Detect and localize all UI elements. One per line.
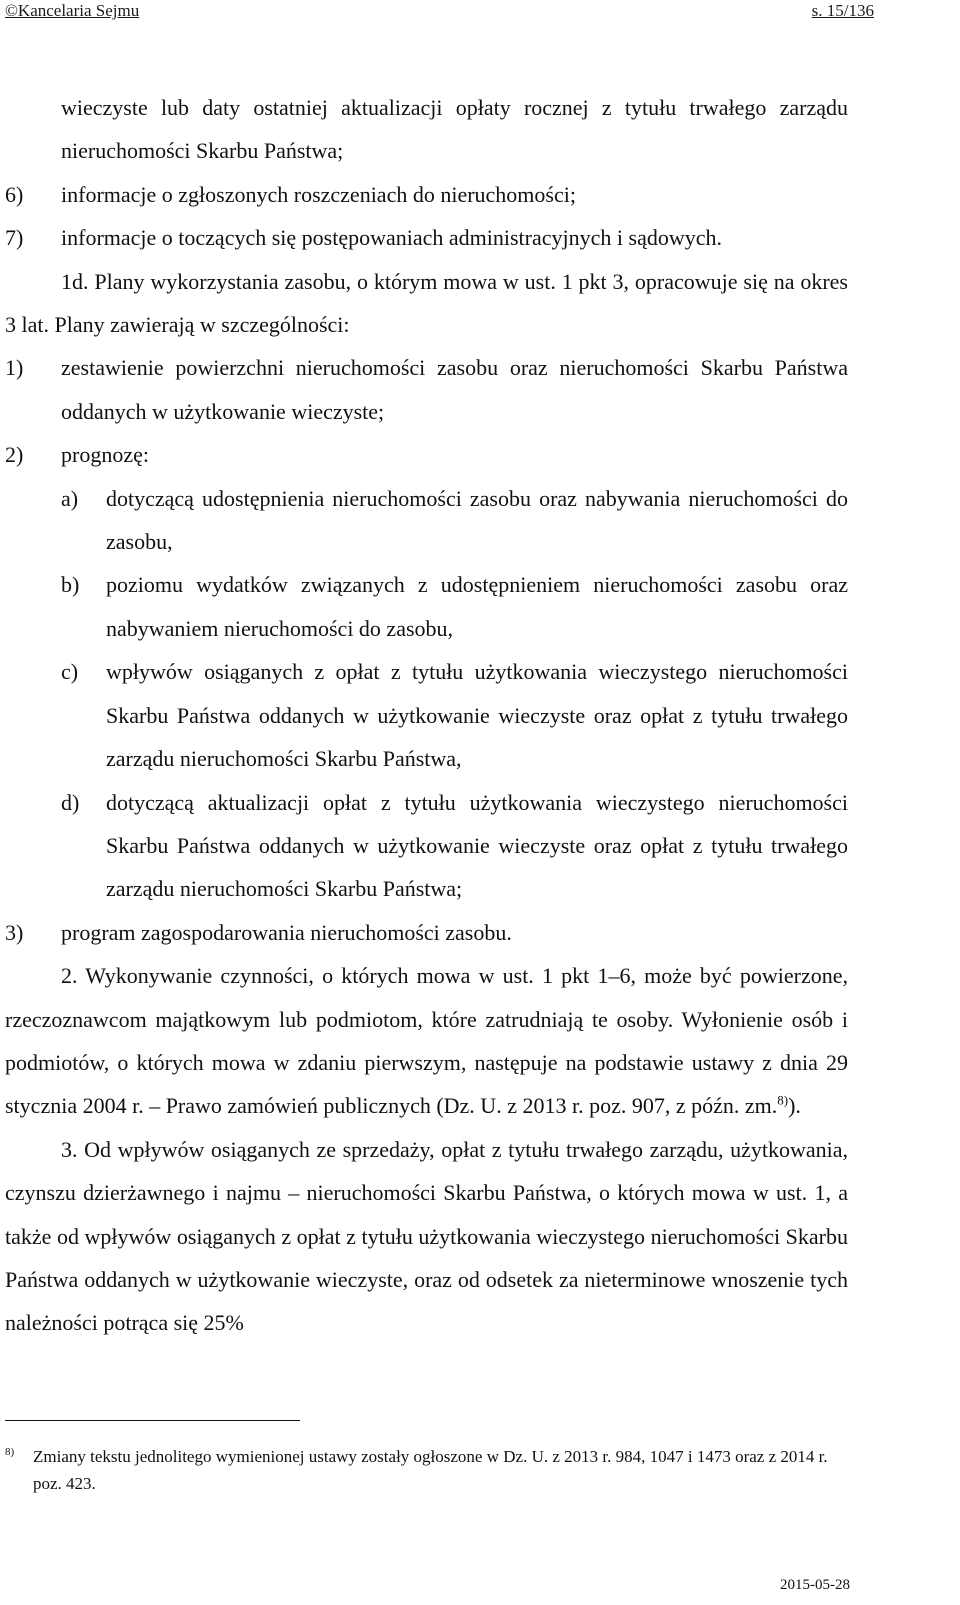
sub-item xyxy=(5,563,848,650)
paragraph-2-end: ). xyxy=(788,1093,801,1119)
copyright-link[interactable]: ©Kancelaria Sejmu xyxy=(5,1,140,20)
document-body xyxy=(5,86,848,1345)
list-item xyxy=(5,346,848,433)
sub-item-letter: d) xyxy=(61,789,80,815)
continued-text: wieczyste lub daty ostatniej aktualizacji opłaty rocznej z tytułu trwałego zarządu nieruchomości Skarbu Państwa; xyxy=(61,95,848,164)
item-text: informacje o toczących się postępowaniach administracyjnych i sądowych. xyxy=(61,225,722,251)
paragraph-1d: 1d. Plany wykorzystania zasobu, o którym mowa w ust. 1 pkt 3, opracowuje się na okres 3 lat. Plany zawierają w szczególności: xyxy=(5,268,848,338)
paragraph-2 xyxy=(5,954,848,1128)
item-number: 2) xyxy=(5,442,24,468)
list-item xyxy=(5,173,848,216)
sub-item-text: wpływów osiąganych z opłat z tytułu użytkowania wieczystego nieruchomości Skarbu Państwa oddanych w użytkowanie wieczyste oraz opłat z tytułu trwałego zarządu nieruchomości Skarbu Państwa, xyxy=(106,659,848,772)
item-text: prognozę: xyxy=(61,442,149,468)
footnote-separator xyxy=(5,1420,300,1421)
sub-item-text: poziomu wydatków związanych z udostępnieniem nieruchomości zasobu oraz nabywaniem nieruchomości do zasobu, xyxy=(106,572,848,641)
footnote-text: Zmiany tekstu jednolitego wymienionej ustawy zostały ogłoszone w Dz. U. z 2013 r. 984, 1047 i 1473 oraz z 2014 r. poz. 423. xyxy=(33,1447,828,1493)
sub-item xyxy=(5,650,848,780)
page-header xyxy=(0,0,960,26)
item-number: 7) xyxy=(5,225,24,251)
list-item xyxy=(5,911,848,954)
sub-item-letter: b) xyxy=(61,572,80,598)
list-item xyxy=(5,433,848,476)
item-number: 3) xyxy=(5,919,24,945)
sub-item-text: dotyczącą aktualizacji opłat z tytułu użytkowania wieczystego nieruchomości Skarbu Państwa oddanych w użytkowanie wieczyste oraz opłat z tytułu trwałego zarządu nieruchomości Skarbu Państwa; xyxy=(106,789,848,902)
item-text: informacje o zgłoszonych roszczeniach do nieruchomości; xyxy=(61,181,576,207)
paragraph-2-text: 2. Wykonywanie czynności, o których mowa w ust. 1 pkt 1–6, może być powierzone, rzeczoznawcom majątkowym lub podmiotom, które zatrudniają te osoby. Wyłonienie osób i podmiotów, o których mowa w zdaniu pierwszym, następuje na podstawie ustawy z dnia 29 stycznia 2004 r. – Prawo zamówień publicznych (Dz. U. z 2013 r. poz. 907, z późn. zm. xyxy=(5,963,848,1119)
list-item xyxy=(5,216,848,259)
sub-item-text: dotyczącą udostępnienia nieruchomości zasobu oraz nabywania nieruchomości do zasobu, xyxy=(106,485,848,555)
item-number: 6) xyxy=(5,181,24,207)
sub-item xyxy=(5,781,848,911)
footnote-reference[interactable]: 8) xyxy=(777,1093,789,1109)
sub-item-letter: a) xyxy=(61,485,79,511)
sub-item xyxy=(5,477,848,564)
item-number: 1) xyxy=(5,355,24,381)
footnote-mark: 8) xyxy=(5,1446,15,1458)
paragraph-3: 3. Od wpływów osiąganych ze sprzedaży, opłat z tytułu trwałego zarządu, użytkowania, czynszu dzierżawnego i najmu – nieruchomości Skarbu Państwa, o których mowa w ust. 1, a także od wpływów osiąganych z opłat z tytułu użytkowania wieczystego nieruchomości Skarbu Państwa oddanych w użytkowanie wieczyste, oraz od odsetek za nieterminowe wnoszenie tych należności potrąca się 25% xyxy=(5,1136,848,1336)
page-number-link[interactable]: s. 15/136 xyxy=(811,1,874,20)
footnote xyxy=(5,1443,848,1497)
item-text: program zagospodarowania nieruchomości zasobu. xyxy=(61,919,512,945)
sub-item-letter: c) xyxy=(61,659,79,685)
page-date: 2015-05-28 xyxy=(780,1577,850,1593)
item-text: zestawienie powierzchni nieruchomości zasobu oraz nieruchomości Skarbu Państwa oddanych w użytkowanie wieczyste; xyxy=(61,355,848,424)
